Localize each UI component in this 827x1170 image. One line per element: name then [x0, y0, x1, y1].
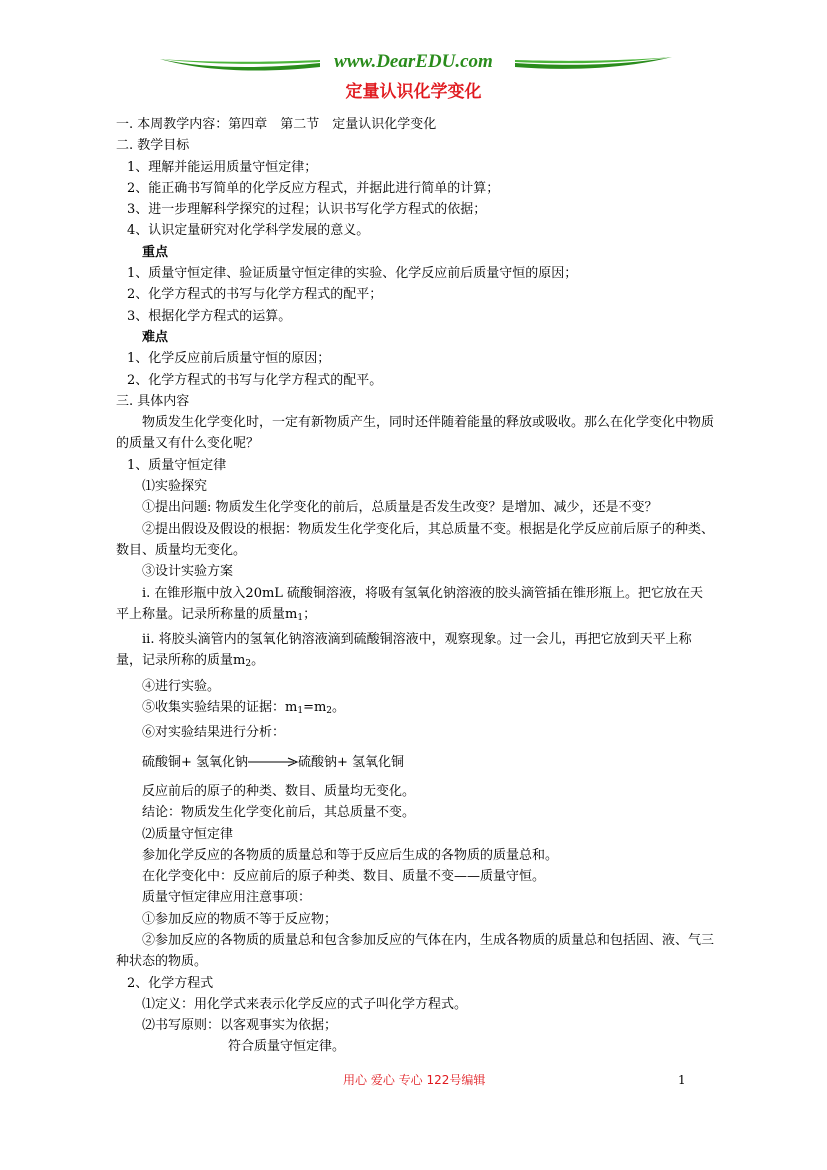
subscript: 2 [245, 659, 252, 670]
list-item: 在化学变化中：反应前后的原子种类、数目、质量不变——质量守恒。 [142, 869, 546, 885]
list-item: 3、根据化学方程式的运算。 [127, 308, 292, 324]
site-logo-text[interactable]: www.DearEDU.com [334, 51, 493, 72]
document-title: 定量认识化学变化 [345, 82, 482, 102]
list-item-text: 。 [332, 700, 346, 716]
paragraph: ②提出假设及假设的根据：物质发生化学变化后，其总质量不变。根据是化学反应前后原子的种类、数目、质量均无变化。 [116, 521, 715, 558]
paragraph: ②参加反应的各物质的质量总和包含参加反应的气体在内，生成各物质的质量总和包括固、液、气三种状态的物质。 [116, 932, 715, 970]
list-item: 2、化学方程式的书写与化学方程式的配平。 [127, 372, 383, 388]
section-heading: 一. 本周教学内容：第四章 第二节 定量认识化学变化 [116, 117, 437, 132]
paragraph [116, 629, 714, 676]
subheading-difficulties: 难点 [142, 329, 169, 345]
list-item: 4、认识定量研究对化学科学发展的意义。 [127, 223, 370, 239]
paragraph-text: 。 [251, 653, 265, 669]
list-item: ⑴实验探究 [142, 479, 208, 495]
list-item: 3、进一步理解科学探究的过程；认识书写化学方程式的依据； [127, 202, 487, 218]
list-item: ⑴定义：用化学式来表示化学反应的式子叫化学方程式。 [142, 996, 468, 1012]
list-item: 1、化学反应前后质量守恒的原因； [127, 351, 331, 367]
subscript: 1 [297, 706, 304, 717]
paragraph-text: ii. 将胶头滴管内的氢氧化钠溶液滴到硫酸铜溶液中，观察现象。过一会儿，再把它放到天平上称量，记录所称的质量m [116, 632, 692, 669]
section-heading: 三. 具体内容 [116, 393, 190, 409]
list-item: 符合质量守恒定律。 [228, 1039, 346, 1055]
list-item: ④进行实验。 [142, 678, 221, 694]
paragraph-text: ； [303, 606, 317, 622]
list-item: 1、理解并能运用质量守恒定律； [127, 159, 318, 175]
list-item: 反应前后的原子的种类、数目、质量均无变化。 [142, 783, 416, 799]
list-item: 参加化学反应的各物质的质量总和等于反应后生成的各物质的质量总和。 [142, 847, 559, 863]
list-item: 2、化学方程式的书写与化学方程式的配平； [127, 287, 383, 303]
subscript: 1 [297, 612, 304, 623]
list-item: ①参加反应的物质不等于反应物； [142, 911, 338, 927]
list-item: ⑵书写原则：以客观事实为依据； [142, 1018, 338, 1034]
list-item: ⑵质量守恒定律 [142, 826, 234, 842]
paragraph [116, 583, 714, 630]
equation-products: 硫酸钠+ 氢氧化铜 [298, 754, 405, 770]
list-item: 结论：物质发生化学变化前后，其总质量不变。 [142, 805, 416, 821]
section-heading: 二. 教学目标 [116, 138, 190, 154]
list-item: ⑥对实验结果进行分析： [142, 725, 286, 741]
equation-reactants: 硫酸铜+ 氢氧化钠 [142, 754, 249, 770]
list-item: ③设计实验方案 [142, 564, 234, 580]
list-item: 2、能正确书写简单的化学反应方程式，并据此进行简单的计算； [127, 180, 500, 196]
page-header [0, 48, 827, 78]
paragraph: 物质发生化学变化时，一定有新物质产生，同时还伴随着能量的释放或吸收。那么在化学变化中物质的质量又有什么变化呢？ [116, 415, 715, 452]
list-item-text: ⑤收集实验结果的证据：m [142, 700, 298, 716]
list-item: 1、质量守恒定律 [127, 457, 227, 473]
right-arrow-icon [248, 757, 298, 767]
paragraph-text: i. 在锥形瓶中放入20mL 硫酸铜溶液，将吸有氢氧化钠溶液的胶头滴管插在锥形瓶上。把它放在天平上称量。记录所称量的质量m [116, 585, 704, 622]
subscript: 2 [326, 706, 333, 717]
subheading-key-points: 重点 [142, 244, 169, 260]
list-item-text: =m [303, 700, 327, 716]
list-item: 2、化学方程式 [127, 975, 214, 991]
list-item: 1、质量守恒定律、验证质量守恒定律的实验、化学反应前后质量守恒的原因； [127, 266, 578, 282]
footer-slogan: 用心 爱心 专心 122号编辑 [343, 1073, 486, 1087]
page-number: 1 [678, 1073, 686, 1087]
list-item [116, 697, 714, 722]
list-item: 质量守恒定律应用注意事项： [142, 890, 312, 906]
list-item: ①提出问题: 物质发生化学变化的前后，总质量是否发生改变？是增加、减少，还是不变？ [142, 500, 658, 516]
document-body [116, 114, 714, 1058]
word-equation [116, 752, 714, 773]
